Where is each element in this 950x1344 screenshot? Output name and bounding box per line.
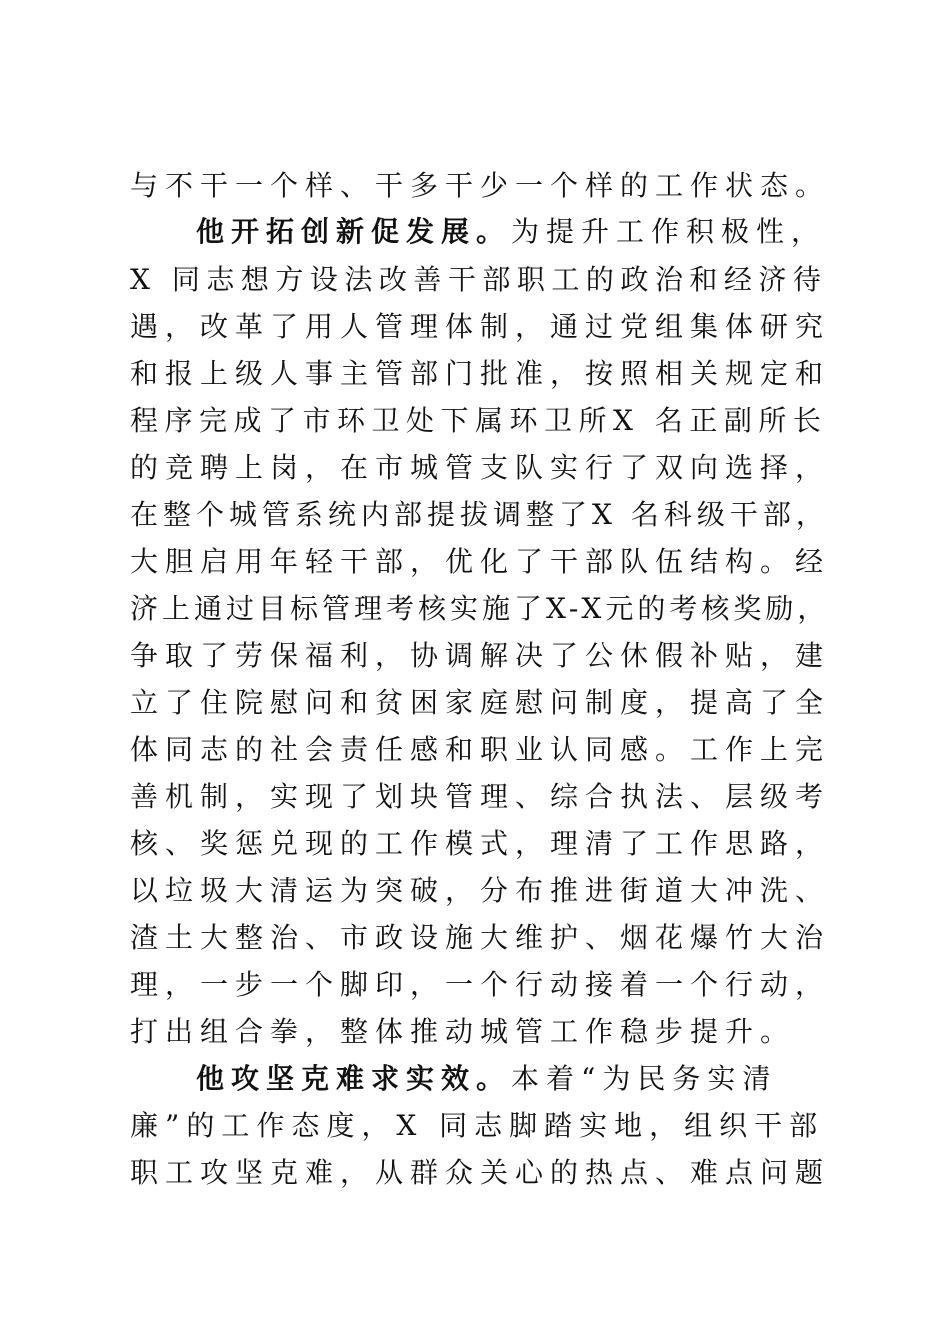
paragraph-heading-line xyxy=(196,1057,830,1101)
text-line: 以垃圾大清运为突破，分布推进街道大冲洗、 xyxy=(130,874,831,907)
text-line: 大胆启用年轻干部，优化了干部队伍结构。经 xyxy=(130,545,831,578)
paragraph-heading-line xyxy=(196,210,830,254)
text-line: X 同志想方设法改善干部职工的政治和经济待 xyxy=(130,263,828,296)
text-line: 善机制，实现了划块管理、综合执法、层级考 xyxy=(130,780,831,813)
text-line: 与不干一个样、干多干少一个样的工作状态。 xyxy=(130,169,831,202)
text-span: 本着“为民务实清 xyxy=(511,1062,778,1095)
text-line: 体同志的社会责任感和职业认同感。工作上完 xyxy=(130,733,831,766)
text-line: 的竞聘上岗，在市城管支队实行了双向选择， xyxy=(130,451,831,484)
text-line: 遇，改革了用人管理体制，通过党组集体研究 xyxy=(130,310,831,343)
paragraph-heading: 他攻坚克难求实效。 xyxy=(196,1062,512,1095)
text-line: 渣土大整治、市政设施大维护、烟花爆竹大治 xyxy=(130,921,831,954)
paragraph-heading: 他开拓创新促发展。 xyxy=(196,215,512,248)
text-line: 在整个城管系统内部提拔调整了X 名科级干部， xyxy=(130,498,829,531)
text-line: 程序完成了市环卫处下属环卫所X 名正副所长 xyxy=(130,404,828,437)
text-line: 打出组合拳，整体推动城管工作稳步提升。 xyxy=(130,1015,796,1048)
text-line: 济上通过目标管理考核实施了X-X元的考核奖励， xyxy=(130,592,830,625)
text-line: 立了住院慰问和贫困家庭慰问制度，提高了全 xyxy=(130,686,831,719)
text-line: 廉”的工作态度，X 同志脚踏实地，组织干部 xyxy=(130,1109,825,1142)
text-line: 和报上级人事主管部门批准，按照相关规定和 xyxy=(130,357,831,390)
text-line: 职工攻坚克难，从群众关心的热点、难点问题 xyxy=(130,1156,831,1189)
text-line: 理，一步一个脚印，一个行动接着一个行动， xyxy=(130,968,831,1001)
text-line: 核、奖惩兑现的工作模式，理清了工作思路， xyxy=(130,827,831,860)
text-line: 争取了劳保福利，协调解决了公休假补贴，建 xyxy=(130,639,831,672)
text-span: 为提升工作积极性， xyxy=(511,215,827,248)
